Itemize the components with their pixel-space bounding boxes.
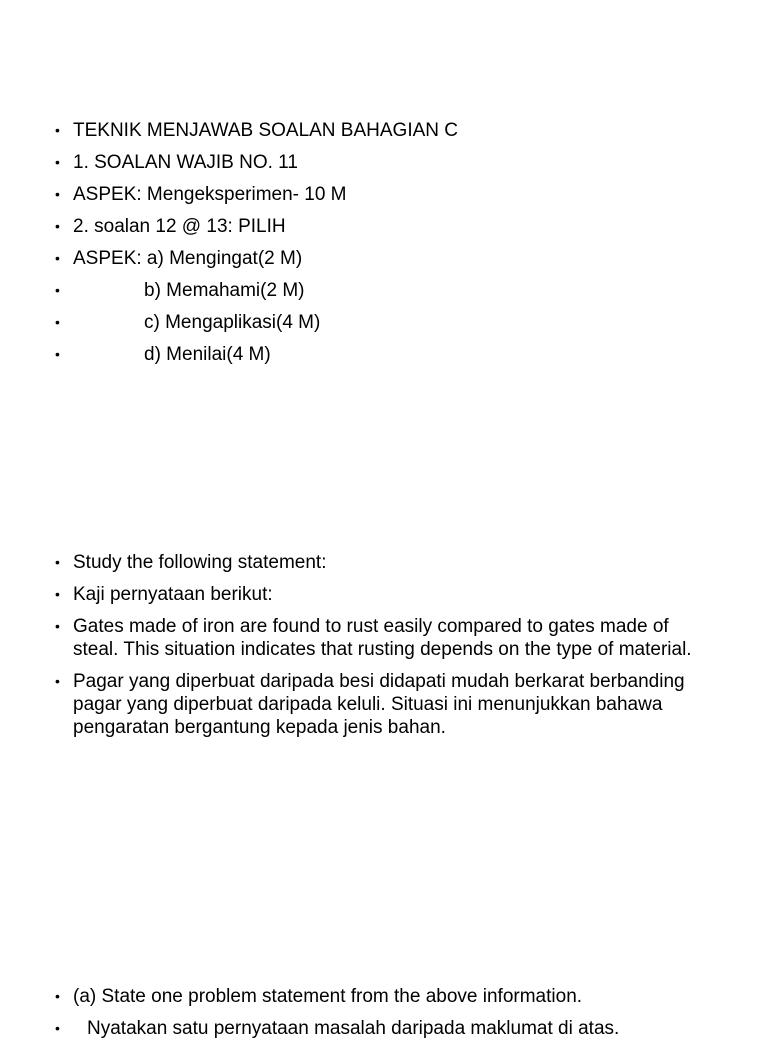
list-item [55,311,710,334]
bullet-text: c) Mengaplikasi(4 M) [144,312,321,333]
bullet-text: ASPEK: a) Mengingat(2 M) [73,248,303,269]
bullet-icon: • [55,154,60,170]
bullet-text: Gates made of iron are found to rust easily compared to gates made of steal. This situation indicates that rusting depends on the type of material. [73,616,692,660]
bullet-text: Kaji pernyataan berikut: [73,584,273,605]
slide-3 [0,974,768,1039]
bullet-icon: • [55,346,60,362]
bullet-icon: • [55,618,60,634]
bullet-text: 1. SOALAN WAJIB NO. 11 [73,152,298,173]
bullet-text: Nyatakan satu pernyataan masalah daripada maklumat di atas. [87,1018,620,1039]
bullet-text: d) Menilai(4 M) [144,344,271,365]
bullet-text: 2. soalan 12 @ 13: PILIH [73,216,286,237]
bullet-text: b) Memahami(2 M) [144,280,305,301]
slide-2 [0,540,768,840]
list-item [55,215,710,238]
bullet-icon: • [55,673,60,689]
list-item [55,247,710,270]
bullet-icon: • [55,282,60,298]
list-item [55,343,710,366]
bullet-icon: • [55,586,60,602]
bullet-list [55,119,710,375]
list-item [55,151,710,174]
bullet-text: TEKNIK MENJAWAB SOALAN BAHAGIAN C [73,120,459,141]
bullet-icon: • [55,250,60,266]
bullet-list [55,985,710,1049]
slide-1 [0,0,768,440]
list-item [55,183,710,206]
list-item [55,670,710,739]
bullet-icon: • [55,1020,60,1036]
bullet-icon: • [55,218,60,234]
list-item [55,119,710,142]
list-item [55,985,710,1008]
bullet-text: Study the following statement: [73,552,327,573]
bullet-text: (a) State one problem statement from the above information. [73,986,583,1007]
bullet-icon: • [55,122,60,138]
bullet-text: ASPEK: Mengeksperimen- 10 M [73,184,347,205]
bullet-icon: • [55,988,60,1004]
list-item [55,615,710,661]
list-item [55,551,710,574]
bullet-icon: • [55,554,60,570]
bullet-icon: • [55,314,60,330]
bullet-icon: • [55,186,60,202]
list-item [55,583,710,606]
bullet-list [55,551,710,748]
list-item [55,1017,710,1040]
list-item [55,279,710,302]
bullet-text: Pagar yang diperbuat daripada besi didapati mudah berkarat berbanding pagar yang diperbuat daripada keluli. Situasi ini menunjukkan bahawa pengaratan bergantung kepada jenis bahan. [73,671,685,738]
